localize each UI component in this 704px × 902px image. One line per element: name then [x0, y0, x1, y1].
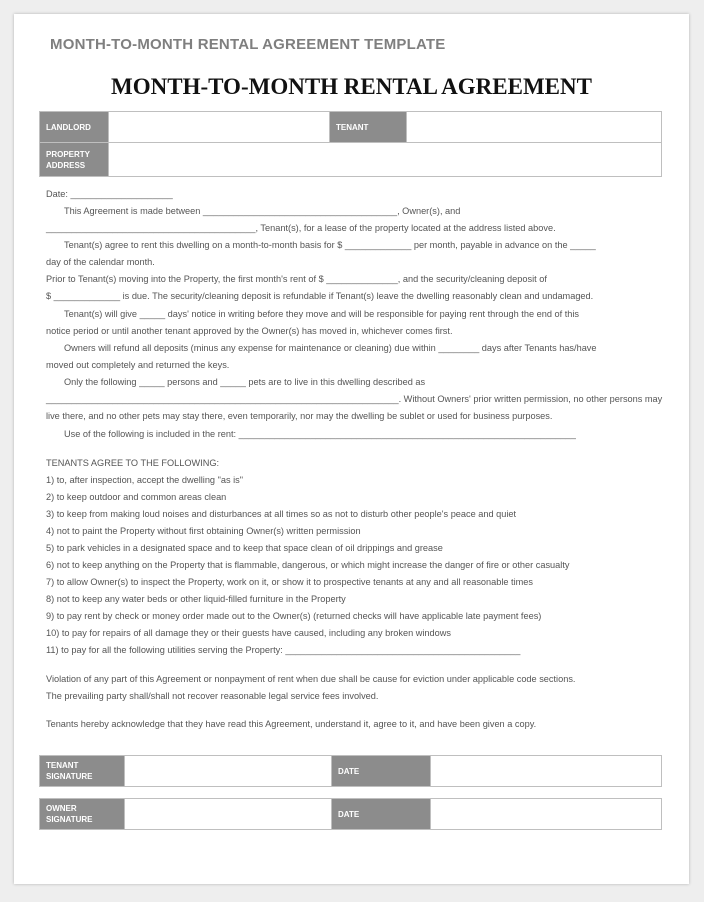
agree-item: 7) to allow Owner(s) to inspect the Property, work on it, or show it to prospective tenants at any and all reasonable times	[46, 577, 533, 587]
agree-item: 3) to keep from making loud noises and disturbances at all times so as not to disturb other people's peace and quiet	[46, 509, 517, 519]
tenant-field[interactable]	[407, 112, 662, 143]
acknowledgement: Tenants hereby acknowledge that they have read this Agreement, understand it, agree to it, and have been given a copy.	[46, 719, 537, 729]
document-title: MONTH-TO-MONTH RENTAL AGREEMENT	[111, 74, 592, 99]
agree-item: 9) to pay rent by check or money order made out to the Owner(s) (returned checks will have applicable late payment fees)	[46, 611, 542, 621]
agree-item: 2) to keep outdoor and common areas clean	[46, 492, 227, 502]
tenant-date-label: DATE	[332, 756, 431, 787]
tenant-label: TENANT	[330, 112, 407, 143]
body-line: notice period or until another tenant approved by the Owner(s) has moved in, whichever comes first.	[46, 326, 453, 336]
owner-signature-label	[40, 799, 125, 830]
property-address-label	[40, 143, 109, 177]
owner-date-label: DATE	[332, 799, 431, 830]
template-title: MONTH-TO-MONTH RENTAL AGREEMENT TEMPLATE	[50, 36, 446, 53]
tenant-date-field[interactable]	[431, 756, 662, 787]
owner-signature-field[interactable]	[125, 799, 332, 830]
agree-item: 6) not to keep anything on the Property that is flammable, dangerous, or which might increase the danger of fire or other casualty	[46, 560, 570, 570]
tenant-signature-field[interactable]	[125, 756, 332, 787]
agree-item: 1) to, after inspection, accept the dwelling "as is"	[46, 475, 244, 485]
date-line: Date: ____________________	[46, 189, 173, 199]
tenant-signature-table	[39, 755, 662, 787]
agree-item: 5) to park vehicles in a designated space and to keep that space clean of oil drippings and grease	[46, 543, 443, 553]
document-page	[14, 14, 689, 884]
parties-table	[39, 111, 662, 177]
agree-item: 8) not to keep any water beds or other liquid-filled furniture in the Property	[46, 594, 346, 604]
body-line: Only the following _____ persons and _____ pets are to live in this dwelling described as	[64, 377, 426, 387]
tenant-signature-label-line1: TENANT	[46, 761, 79, 770]
body-line: live there, and no other pets may stay there, even temporarily, nor may the dwelling be sublet or used for business purposes.	[46, 411, 553, 421]
tenant-signature-label-line2: SIGNATURE	[46, 772, 93, 781]
violation-line: Violation of any part of this Agreement or nonpayment of rent when due shall be cause for eviction under applicable code sections.	[46, 674, 576, 684]
property-address-label-line2: ADDRESS	[46, 160, 86, 170]
agree-item: 11) to pay for all the following utilities serving the Property: ______________________________________________	[46, 645, 521, 655]
agree-heading: TENANTS AGREE TO THE FOLLOWING:	[46, 458, 220, 468]
agree-item: 4) not to paint the Property without first obtaining Owner(s) written permission	[46, 526, 361, 536]
violation-line: The prevailing party shall/shall not recover reasonable legal service fees involved.	[46, 691, 379, 701]
owner-date-field[interactable]	[431, 799, 662, 830]
owner-signature-label-line1: OWNER	[46, 804, 77, 813]
body-line: moved out completely and returned the keys.	[46, 360, 230, 370]
body-line: Owners will refund all deposits (minus any expense for maintenance or cleaning) due within ________ days after Tenants has/have	[64, 343, 597, 353]
owner-signature-label-line2: SIGNATURE	[46, 815, 93, 824]
body-line: Prior to Tenant(s) moving into the Property, the first month's rent of $ ______________, and the security/cleaning deposit of	[46, 274, 547, 284]
landlord-label: LANDLORD	[40, 112, 109, 143]
tenant-signature-label	[40, 756, 125, 787]
body-line: _____________________________________________________________________. Without Owners' prior written permission, no other persons may	[46, 394, 663, 404]
body-line: Use of the following is included in the rent: __________________________________________________________________	[64, 429, 576, 439]
property-address-field[interactable]	[109, 143, 662, 177]
property-address-label-line1: PROPERTY	[46, 149, 91, 159]
owner-signature-table	[39, 798, 662, 830]
body-line: day of the calendar month.	[46, 257, 155, 267]
landlord-field[interactable]	[109, 112, 330, 143]
body-line: Tenant(s) agree to rent this dwelling on a month-to-month basis for $ _____________ per month, payable in advance on the _____	[64, 240, 596, 250]
agree-item: 10) to pay for repairs of all damage they or their guests have caused, including any broken windows	[46, 628, 451, 638]
body-line: Tenant(s) will give _____ days' notice in writing before they move and will be responsible for paying rent through the end of this	[64, 309, 580, 319]
body-line: _________________________________________, Tenant(s), for a lease of the property located at the address listed above.	[46, 223, 556, 233]
body-line: This Agreement is made between ______________________________________, Owner(s), and	[64, 206, 461, 216]
body-line: $ _____________ is due. The security/cleaning deposit is refundable if Tenant(s) leave the dwelling reasonably clean and undamaged.	[46, 291, 594, 301]
